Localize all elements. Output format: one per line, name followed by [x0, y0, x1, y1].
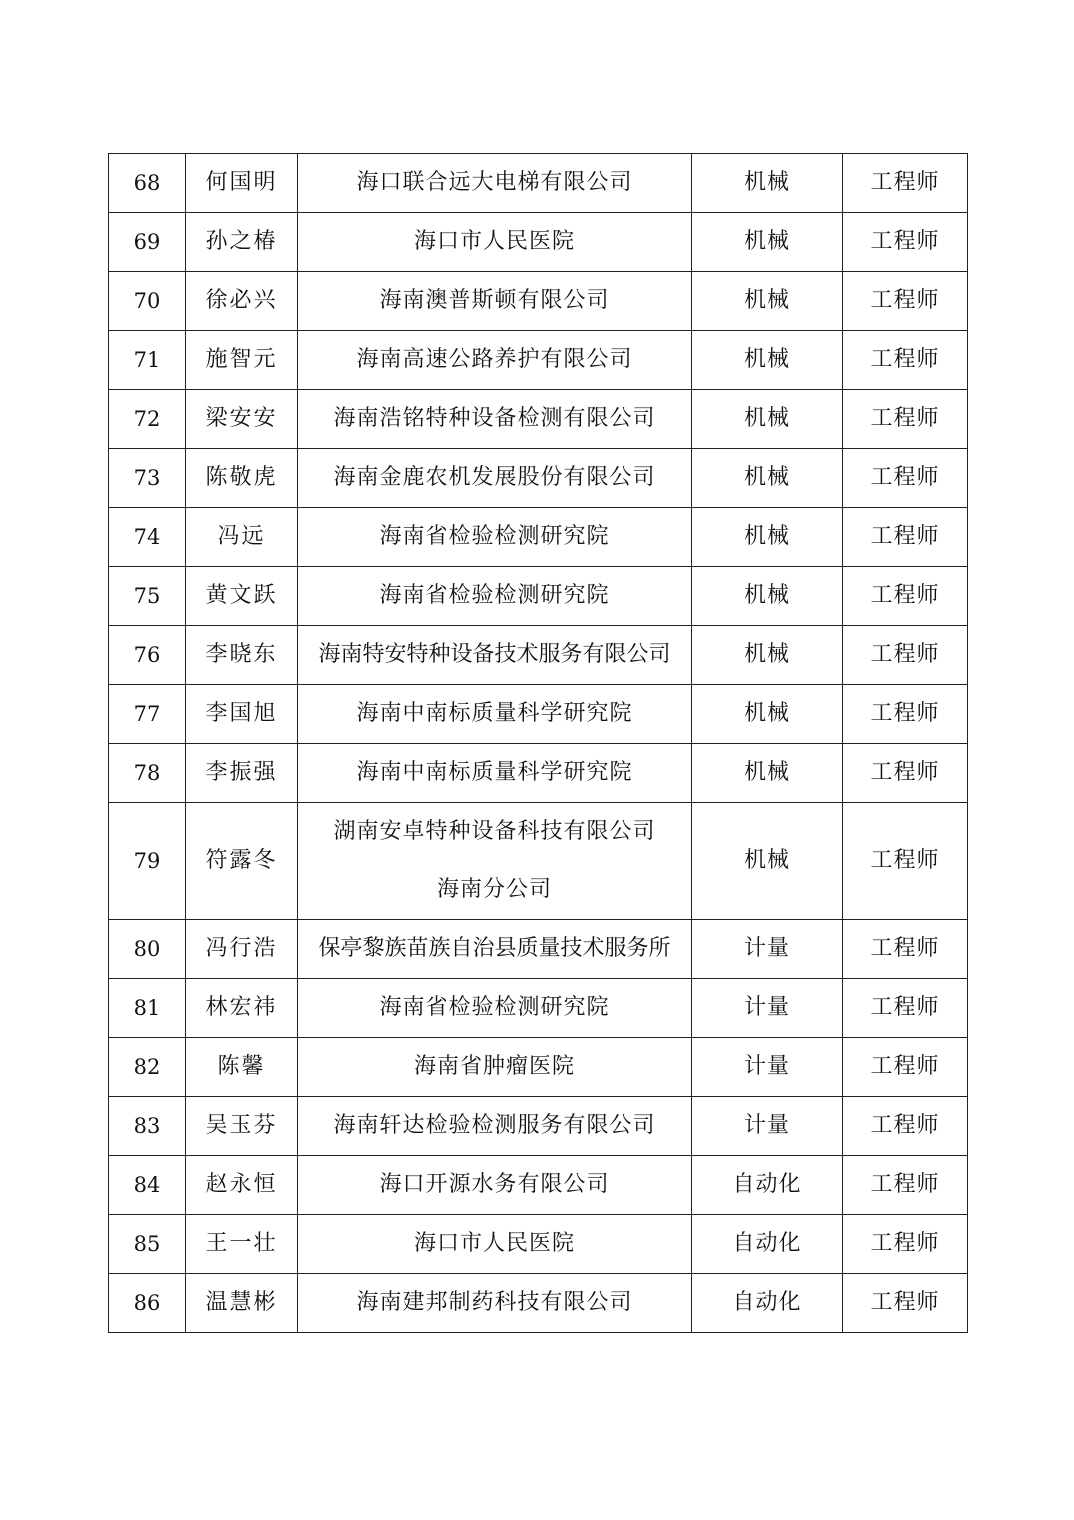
person-name: 黄文跃 — [186, 567, 298, 626]
table-row — [109, 272, 968, 331]
person-name: 温慧彬 — [186, 1274, 298, 1333]
row-number: 85 — [109, 1215, 186, 1274]
job-title: 工程师 — [843, 449, 968, 508]
organization: 海南省肿瘤医院 — [298, 1038, 692, 1097]
person-name: 符露冬 — [186, 803, 298, 920]
table-row — [109, 1274, 968, 1333]
specialty: 机械 — [692, 626, 843, 685]
specialty: 机械 — [692, 803, 843, 920]
organization-line-2: 海南分公司 — [436, 877, 552, 902]
table-row — [109, 626, 968, 685]
job-title: 工程师 — [843, 685, 968, 744]
specialty: 计量 — [692, 1038, 843, 1097]
table-row — [109, 508, 968, 567]
organization: 海口市人民医院 — [298, 1215, 692, 1274]
person-name: 梁安安 — [186, 390, 298, 449]
organization: 海南轩达检验检测服务有限公司 — [298, 1097, 692, 1156]
person-name: 何国明 — [186, 154, 298, 213]
specialty: 自动化 — [692, 1274, 843, 1333]
specialty: 计量 — [692, 979, 843, 1038]
table-row — [109, 1038, 968, 1097]
table-row — [109, 979, 968, 1038]
job-title: 工程师 — [843, 744, 968, 803]
row-number: 82 — [109, 1038, 186, 1097]
person-name: 赵永恒 — [186, 1156, 298, 1215]
specialty: 机械 — [692, 213, 843, 272]
table-row — [109, 449, 968, 508]
specialty: 机械 — [692, 272, 843, 331]
job-title: 工程师 — [843, 508, 968, 567]
organization: 海南浩铭特种设备检测有限公司 — [298, 390, 692, 449]
person-name: 陈馨 — [186, 1038, 298, 1097]
table-row — [109, 744, 968, 803]
row-number: 80 — [109, 920, 186, 979]
organization: 海南中南标质量科学研究院 — [298, 744, 692, 803]
organization: 海南省检验检测研究院 — [298, 508, 692, 567]
table-row — [109, 390, 968, 449]
organization: 海南中南标质量科学研究院 — [298, 685, 692, 744]
row-number: 73 — [109, 449, 186, 508]
organization — [298, 803, 692, 920]
specialty: 机械 — [692, 685, 843, 744]
table-row — [109, 1097, 968, 1156]
row-number: 74 — [109, 508, 186, 567]
job-title: 工程师 — [843, 1038, 968, 1097]
person-name: 冯远 — [186, 508, 298, 567]
organization: 海南金鹿农机发展股份有限公司 — [298, 449, 692, 508]
organization: 海口联合远大电梯有限公司 — [298, 154, 692, 213]
specialty: 计量 — [692, 1097, 843, 1156]
row-number: 69 — [109, 213, 186, 272]
person-name: 施智元 — [186, 331, 298, 390]
specialty: 机械 — [692, 449, 843, 508]
organization: 海南建邦制药科技有限公司 — [298, 1274, 692, 1333]
table-row — [109, 1156, 968, 1215]
job-title: 工程师 — [843, 1156, 968, 1215]
table-row — [109, 920, 968, 979]
person-name: 冯行浩 — [186, 920, 298, 979]
job-title: 工程师 — [843, 803, 968, 920]
organization: 海南省检验检测研究院 — [298, 567, 692, 626]
row-number: 83 — [109, 1097, 186, 1156]
job-title: 工程师 — [843, 920, 968, 979]
job-title: 工程师 — [843, 213, 968, 272]
job-title: 工程师 — [843, 626, 968, 685]
job-title: 工程师 — [843, 979, 968, 1038]
organization: 海口市人民医院 — [298, 213, 692, 272]
job-title: 工程师 — [843, 331, 968, 390]
person-name: 李振强 — [186, 744, 298, 803]
table-row — [109, 685, 968, 744]
row-number: 70 — [109, 272, 186, 331]
specialty: 机械 — [692, 390, 843, 449]
organization: 海南澳普斯顿有限公司 — [298, 272, 692, 331]
specialty: 自动化 — [692, 1156, 843, 1215]
person-name: 吴玉芬 — [186, 1097, 298, 1156]
job-title: 工程师 — [843, 567, 968, 626]
person-name: 孙之椿 — [186, 213, 298, 272]
job-title: 工程师 — [843, 154, 968, 213]
specialty: 机械 — [692, 331, 843, 390]
table-row — [109, 154, 968, 213]
specialty: 计量 — [692, 920, 843, 979]
row-number: 75 — [109, 567, 186, 626]
table-row — [109, 1215, 968, 1274]
job-title: 工程师 — [843, 390, 968, 449]
row-number: 77 — [109, 685, 186, 744]
organization: 海南省检验检测研究院 — [298, 979, 692, 1038]
table-row — [109, 567, 968, 626]
table-row — [109, 331, 968, 390]
person-name: 王一壮 — [186, 1215, 298, 1274]
organization: 保亭黎族苗族自治县质量技术服务所 — [298, 920, 692, 979]
table-row — [109, 803, 968, 920]
specialty: 机械 — [692, 154, 843, 213]
job-title: 工程师 — [843, 1097, 968, 1156]
job-title: 工程师 — [843, 1215, 968, 1274]
row-number: 81 — [109, 979, 186, 1038]
row-number: 78 — [109, 744, 186, 803]
person-name: 徐必兴 — [186, 272, 298, 331]
specialty: 机械 — [692, 508, 843, 567]
specialty: 机械 — [692, 744, 843, 803]
row-number: 86 — [109, 1274, 186, 1333]
job-title: 工程师 — [843, 272, 968, 331]
organization-line-1: 湖南安卓特种设备科技有限公司 — [333, 819, 656, 844]
person-name: 李国旭 — [186, 685, 298, 744]
job-title: 工程师 — [843, 1274, 968, 1333]
row-number: 71 — [109, 331, 186, 390]
person-name: 林宏祎 — [186, 979, 298, 1038]
organization: 海南特安特种设备技术服务有限公司 — [298, 626, 692, 685]
row-number: 68 — [109, 154, 186, 213]
row-number: 76 — [109, 626, 186, 685]
organization: 海南高速公路养护有限公司 — [298, 331, 692, 390]
table-row — [109, 213, 968, 272]
row-number: 72 — [109, 390, 186, 449]
row-number: 79 — [109, 803, 186, 920]
person-name: 陈敬虎 — [186, 449, 298, 508]
roster-table — [108, 153, 968, 1333]
organization: 海口开源水务有限公司 — [298, 1156, 692, 1215]
specialty: 机械 — [692, 567, 843, 626]
person-name: 李晓东 — [186, 626, 298, 685]
specialty: 自动化 — [692, 1215, 843, 1274]
row-number: 84 — [109, 1156, 186, 1215]
